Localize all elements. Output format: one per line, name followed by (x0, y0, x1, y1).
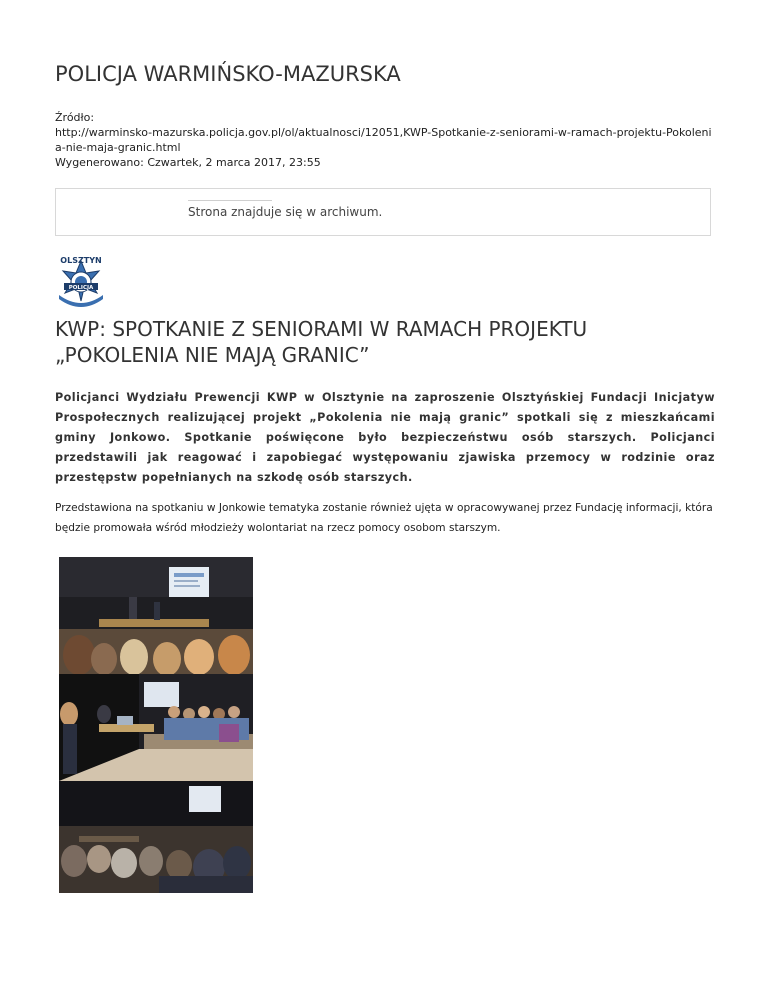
article-title-line1: KWP: SPOTKANIE Z SENIORAMI W RAMACH PROJEKTU (55, 317, 588, 341)
generated-timestamp: Wygenerowano: Czwartek, 2 marca 2017, 23:55 (55, 156, 321, 169)
source-label: Źródło: (55, 111, 95, 124)
article-title (55, 316, 715, 368)
article-body: Przedstawiona na spotkaniu w Jonkowie tematyka zostanie również ujęta w opracowywanej przez Fundację informacji, która będzie promowała wśród młodzieży wolontariat na rzecz pomocy osobom starszym. (55, 502, 713, 534)
source-url[interactable]: http://warminsko-mazurska.policja.gov.pl/ol/aktualnosci/12051,KWP-Spotkanie-z-seniorami-w-ramach-projektu-Pokolenia-nie-maja-granic.html (55, 126, 712, 154)
divider (188, 200, 272, 201)
photo-meeting-audience-screen (59, 557, 253, 674)
archive-notice: Strona znajduje się w archiwum. (188, 205, 383, 219)
logo-banner-text: POLICJA (68, 284, 94, 291)
police-olsztyn-logo (53, 255, 109, 307)
logo-top-text: OLSZTYN (60, 256, 102, 265)
document-meta (55, 110, 715, 170)
photo-speaker-table-audience (59, 674, 253, 781)
site-title: POLICJA WARMIŃSKO-MAZURSKA (55, 62, 401, 86)
photo-audience-from-behind (59, 781, 253, 893)
article-title-line2: „POKOLENIA NIE MAJĄ GRANIC” (55, 343, 370, 367)
article-lead: Policjanci Wydziału Prewencji KWP w Olsztynie na zaproszenie Olsztyńskiej Fundacji Inicjatyw Prospołecznych realizującej projekt „Pokolenia nie mają granic” spotkali się z mieszkańcami gminy Jonkowo. Spotkanie poświęcone było bezpieczeństwu osób starszych. Policjanci przedstawili jak reagować i zapobiegać występowaniu zjawiska przemocy w rodzinie oraz przestępstw popełnianych na szkodę osób starszych. (55, 391, 715, 484)
archive-notice-box (55, 188, 711, 236)
